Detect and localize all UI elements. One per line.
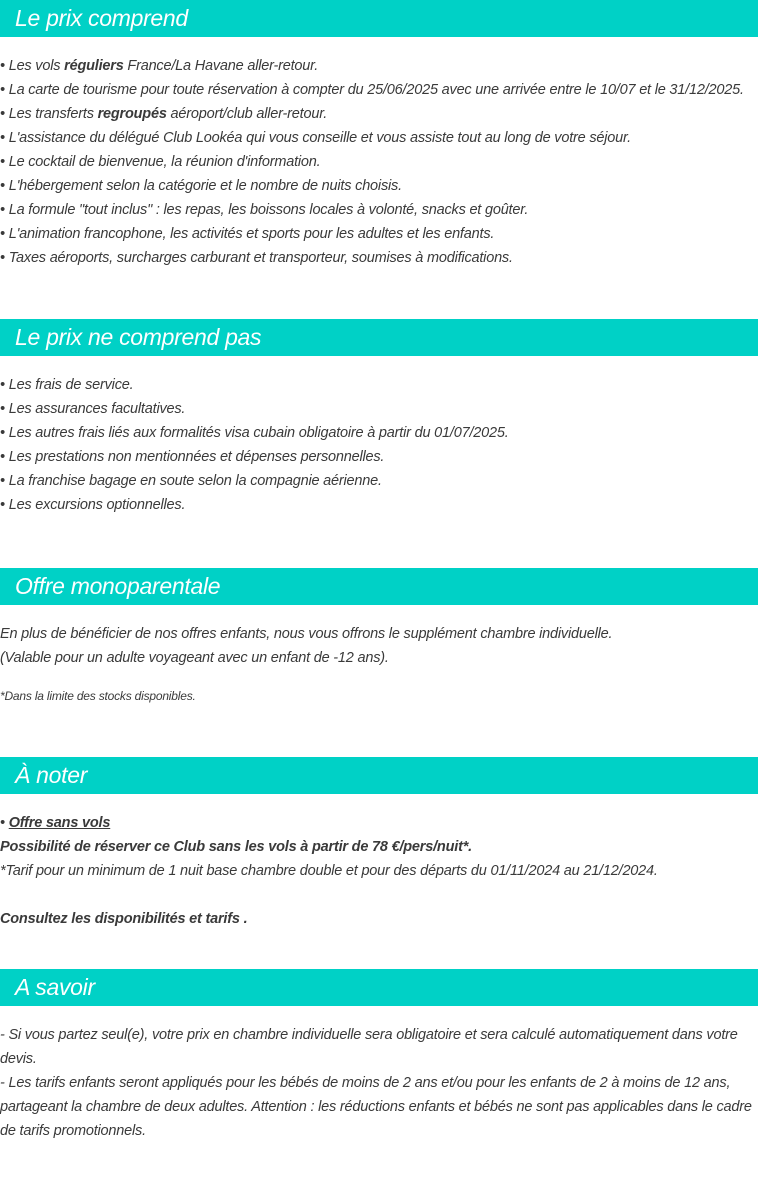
- paragraph-line: (Valable pour un adulte voyageant avec un enfant de -12 ans).: [0, 650, 389, 666]
- section-a-noter: [0, 757, 758, 931]
- list-item: • Les transferts regroupés aéroport/club aller-retour.: [0, 106, 328, 122]
- list-item: • La carte de tourisme pour toute réservation à compter du 25/06/2025 avec une arrivée entre le 10/07 et le 31/12/2025.: [0, 82, 744, 98]
- list-item: • Les assurances facultatives.: [0, 401, 186, 417]
- list-item: • Les prestations non mentionnées et dépenses personnelles.: [0, 449, 385, 465]
- list-item: • Taxes aéroports, surcharges carburant et transporteur, soumises à modifications.: [0, 250, 513, 266]
- list-item: • Les vols réguliers France/La Havane aller-retour.: [0, 58, 319, 74]
- spacer: [0, 883, 758, 907]
- list-item: • Les frais de service.: [0, 377, 134, 393]
- list-item: • Le cocktail de bienvenue, la réunion d'information.: [0, 154, 321, 170]
- footnote: *Dans la limite des stocks disponibles.: [0, 689, 196, 703]
- bullet: •: [0, 815, 9, 831]
- list-item: • Les autres frais liés aux formalités visa cubain obligatoire à partir du 01/07/2025.: [0, 425, 509, 441]
- section-offre-monoparentale: [0, 568, 758, 705]
- list-item: • L'assistance du délégué Club Lookéa qui vous conseille et vous assiste tout au long de votre séjour.: [0, 130, 631, 146]
- paragraph-line: - Si vous partez seul(e), votre prix en chambre individuelle sera obligatoire et sera calculé automatiquement dans votre devis.: [0, 1027, 738, 1067]
- tarif-note: *Tarif pour un minimum de 1 nuit base chambre double et pour des départs du 01/11/2024 au 21/12/2024.: [0, 863, 658, 879]
- section-body: [0, 605, 758, 705]
- section-title: Offre monoparentale: [0, 568, 758, 605]
- list-item: • Les excursions optionnelles.: [0, 497, 186, 513]
- list-item: • L'animation francophone, les activités et sports pour les adultes et les enfants.: [0, 226, 495, 242]
- offre-sans-vols-link[interactable]: Offre sans vols: [8, 815, 111, 831]
- section-a-savoir: [0, 969, 758, 1143]
- section-title: Le prix ne comprend pas: [0, 319, 758, 356]
- paragraph-line: - Les tarifs enfants seront appliqués pour les bébés de moins de 2 ans et/ou pour les enfants de 2 à moins de 12 ans, partageant la chambre de deux adultes. Attention : les réductions enfants et bébés ne sont pas applicables dans le cadre de tarifs promotionnels.: [0, 1075, 752, 1139]
- section-prix-comprend: [0, 0, 758, 270]
- section-body: [0, 1006, 758, 1143]
- section-body: [0, 356, 758, 517]
- list-item: [0, 811, 758, 835]
- section-prix-ne-comprend-pas: [0, 319, 758, 517]
- consult-availability-link[interactable]: Consultez les disponibilités et tarifs .: [0, 911, 248, 927]
- list-item: • L'hébergement selon la catégorie et le nombre de nuits choisis.: [0, 178, 402, 194]
- paragraph-line: En plus de bénéficier de nos offres enfants, nous vous offrons le supplément chambre individuelle.: [0, 626, 613, 642]
- offer-price-line: Possibilité de réserver ce Club sans les vols à partir de 78 €/pers/nuit*.: [0, 839, 472, 855]
- section-body: [0, 794, 758, 931]
- section-title: À noter: [0, 757, 758, 794]
- section-title: Le prix comprend: [0, 0, 758, 37]
- section-body: [0, 37, 758, 270]
- section-title: A savoir: [0, 969, 758, 1006]
- list-item: • La formule "tout inclus" : les repas, les boissons locales à volonté, snacks et goûter.: [0, 202, 529, 218]
- list-item: • La franchise bagage en soute selon la compagnie aérienne.: [0, 473, 382, 489]
